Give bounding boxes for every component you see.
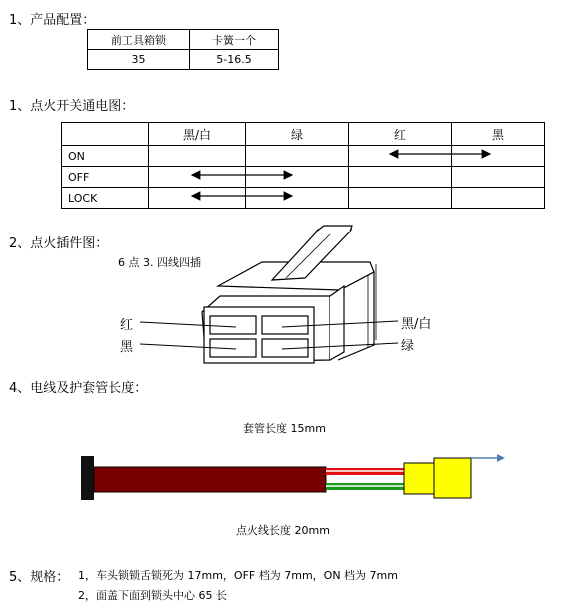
config-header-circlip: 卡簧一个 bbox=[190, 30, 279, 50]
switch-row-label: OFF bbox=[62, 167, 149, 188]
plug-label-black-white: 黑/白 bbox=[401, 317, 432, 332]
switch-row-label: LOCK bbox=[62, 188, 149, 209]
wire-sleeve bbox=[94, 467, 326, 492]
plug-title: 2、点火插件图： bbox=[9, 236, 109, 251]
switch-header-red: 红 bbox=[349, 123, 452, 146]
config-value-lock: 35 bbox=[88, 50, 190, 70]
yellow-terminal bbox=[404, 463, 434, 494]
plug-label-black: 黑 bbox=[120, 340, 134, 355]
sleeve-length-label: 套管长度 15mm bbox=[243, 422, 326, 435]
spec-line-1: 1，车头锁锁舌锁死为 17mm，OFF 档为 7mm，ON 档为 7mm bbox=[78, 569, 398, 582]
wire-end-cap bbox=[81, 456, 94, 500]
config-header-lock: 前工具箱锁 bbox=[88, 30, 190, 50]
switch-header-black: 黑 bbox=[452, 123, 545, 146]
switch-title: 1、点火开关通电图： bbox=[9, 99, 135, 114]
spec-line-2: 2，面盖下面到锁头中心 65 长 bbox=[78, 589, 227, 602]
direction-arrow-head bbox=[497, 454, 505, 462]
yellow-connector bbox=[434, 458, 471, 498]
plug-caption: 6 点 3. 四线四插 bbox=[118, 256, 201, 269]
wire-title: 4、电线及护套管长度： bbox=[9, 381, 148, 396]
switch-header-black-white: 黑/白 bbox=[149, 123, 246, 146]
spec-title: 5、规格： bbox=[9, 570, 70, 585]
switch-header-green: 绿 bbox=[246, 123, 349, 146]
wire-length-label: 点火线长度 20mm bbox=[236, 524, 330, 537]
plug-label-red: 红 bbox=[120, 318, 134, 333]
config-value-circlip: 5-16.5 bbox=[190, 50, 279, 70]
plug-label-green: 绿 bbox=[401, 339, 415, 354]
switch-row-label: ON bbox=[62, 146, 149, 167]
config-title: 1、产品配置： bbox=[9, 13, 96, 28]
